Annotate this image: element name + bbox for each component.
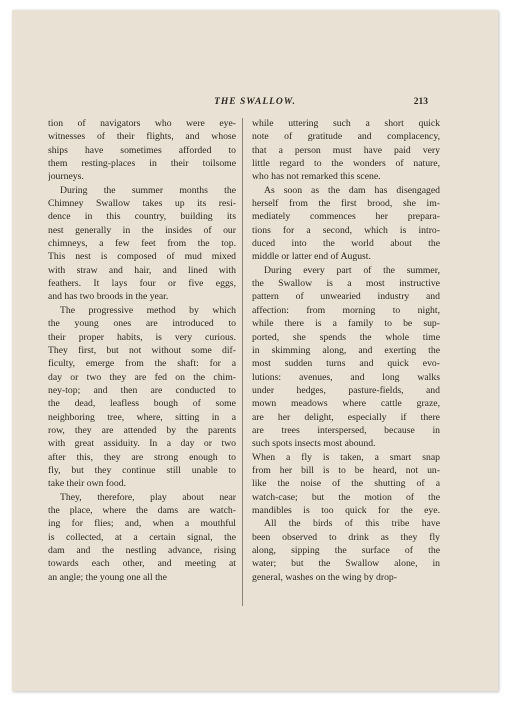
text-line: such spots insects most abound. [252, 438, 376, 450]
text-line: with straw and hair, and lined with [48, 264, 236, 276]
text-line: from her bill is to be heard, not un- [252, 464, 440, 476]
text-line: them resting-places in their toilsome [48, 158, 236, 170]
text-line: pattern of unwearied industry and [252, 291, 440, 303]
text-line: is collected, at a certain signal, the [48, 531, 236, 543]
text-line: neighboring tree, where, sitting in a [48, 411, 236, 423]
text-line: after this, they are strong enough to [48, 451, 236, 463]
text-line: tions for a second, which is intro- [252, 224, 440, 236]
text-line: and has two broods in the year. [48, 291, 169, 303]
text-line: day or two they are fed on the chim- [48, 371, 236, 383]
text-line: towards each other, and meeting at [48, 558, 236, 570]
text-line: while uttering such a short quick [252, 118, 440, 129]
text-line: like the noise of the shutting of a [252, 478, 440, 490]
text-line: ships have sometimes afforded to [48, 144, 236, 156]
text-line: that a person must have paid very [252, 144, 440, 156]
text-line: herself from the first brood, she im- [252, 198, 440, 210]
text-line: are her delight, especially if there [252, 411, 440, 423]
text-line: are trees interspersed, because in [252, 424, 440, 436]
text-line: journeys. [48, 171, 84, 183]
text-line: note of gratitude and complacency, [252, 131, 440, 143]
text-line: As soon as the dam has disengaged [264, 184, 440, 196]
text-line: mandibles is too quick for the eye. [252, 504, 440, 516]
text-line: in skimming along, and exerting the [252, 344, 440, 356]
text-line: During the summer months the [60, 184, 236, 196]
text-line: while there is a family to be sup- [252, 318, 440, 330]
text-line: They first, but not without some dif- [48, 344, 236, 356]
text-line: lutions: avenues, and long walks [252, 371, 440, 383]
text-line: feathers. It lays four or five eggs, [48, 278, 236, 290]
text-line: along, sipping the surface of the [252, 545, 440, 556]
column-divider [242, 118, 243, 606]
text-line: duced into the world about the [252, 238, 440, 250]
text-line: the dead, leafless bough of some [48, 398, 236, 410]
text-line: most sudden turns and quick evo- [252, 358, 440, 370]
text-line: the place, where the dams are watch- [48, 504, 236, 516]
text-line: row, they are attended by the parents [48, 424, 236, 436]
text-line: Chimney Swallow takes up its resi- [48, 198, 236, 210]
running-title: THE SWALLOW. [214, 97, 296, 107]
text-line: who has not remarked this scene. [252, 171, 381, 183]
text-line: chimneys, a few feet from the top. [48, 238, 236, 250]
text-line: general, washes on the wing by drop- [252, 571, 398, 583]
text-line: an angle; the young one all the [48, 571, 167, 583]
text-line: with great assiduity. In a day or two [48, 438, 236, 450]
text-line: their proper habits, is very curious. [48, 331, 236, 343]
text-line: This nest is composed of mud mixed [48, 251, 236, 263]
text-line: nest generally in the insides of our [48, 224, 236, 236]
text-line: ney-top; and then are conducted to [48, 384, 236, 396]
text-line: water; but the Swallow alone, in [252, 558, 440, 570]
book-page [12, 10, 498, 691]
text-line: mediately commences her prepara- [252, 211, 440, 223]
text-line: take their own food. [48, 478, 127, 490]
text-line: affection: from morning to night, [252, 304, 440, 316]
text-line: mown meadows where cattle graze, [252, 398, 440, 410]
text-line: The progressive method by which [60, 304, 236, 316]
left-text-column [48, 117, 236, 584]
text-line: ported, she spends the whole time [252, 331, 440, 343]
text-line: middle or latter end of August. [252, 251, 371, 263]
text-line: During every part of the summer, [264, 264, 440, 276]
page-header [12, 97, 498, 111]
text-line: All the birds of this tribe have [264, 518, 440, 530]
text-line: They, therefore, play about near [60, 491, 236, 503]
text-line: under hedges, pasture-fields, and [252, 384, 440, 396]
page-number: 213 [413, 97, 428, 107]
right-text-column [252, 117, 440, 584]
text-line: dam and the nestling advance, rising [48, 545, 236, 556]
text-line: witnesses of their flights, and whose [48, 131, 236, 143]
text-line: tion of navigators who were eye- [48, 118, 236, 129]
text-line: watch-case; but the motion of the [252, 491, 440, 503]
text-line: fly, but they continue still unable to [48, 464, 236, 476]
text-line: little regard to the wonders of nature, [252, 158, 440, 170]
text-line: been observed to drink as they fly [252, 531, 440, 543]
text-line: the Swallow is a most instructive [252, 278, 440, 290]
text-line: ing for flies; and, when a mouthful [48, 518, 236, 530]
text-line: dence in this country, building its [48, 211, 236, 223]
text-line: ficulty, emerge from the shaft: for a [48, 358, 236, 370]
text-line: the young ones are introduced to [48, 318, 236, 330]
text-line: When a fly is taken, a smart snap [252, 451, 440, 463]
